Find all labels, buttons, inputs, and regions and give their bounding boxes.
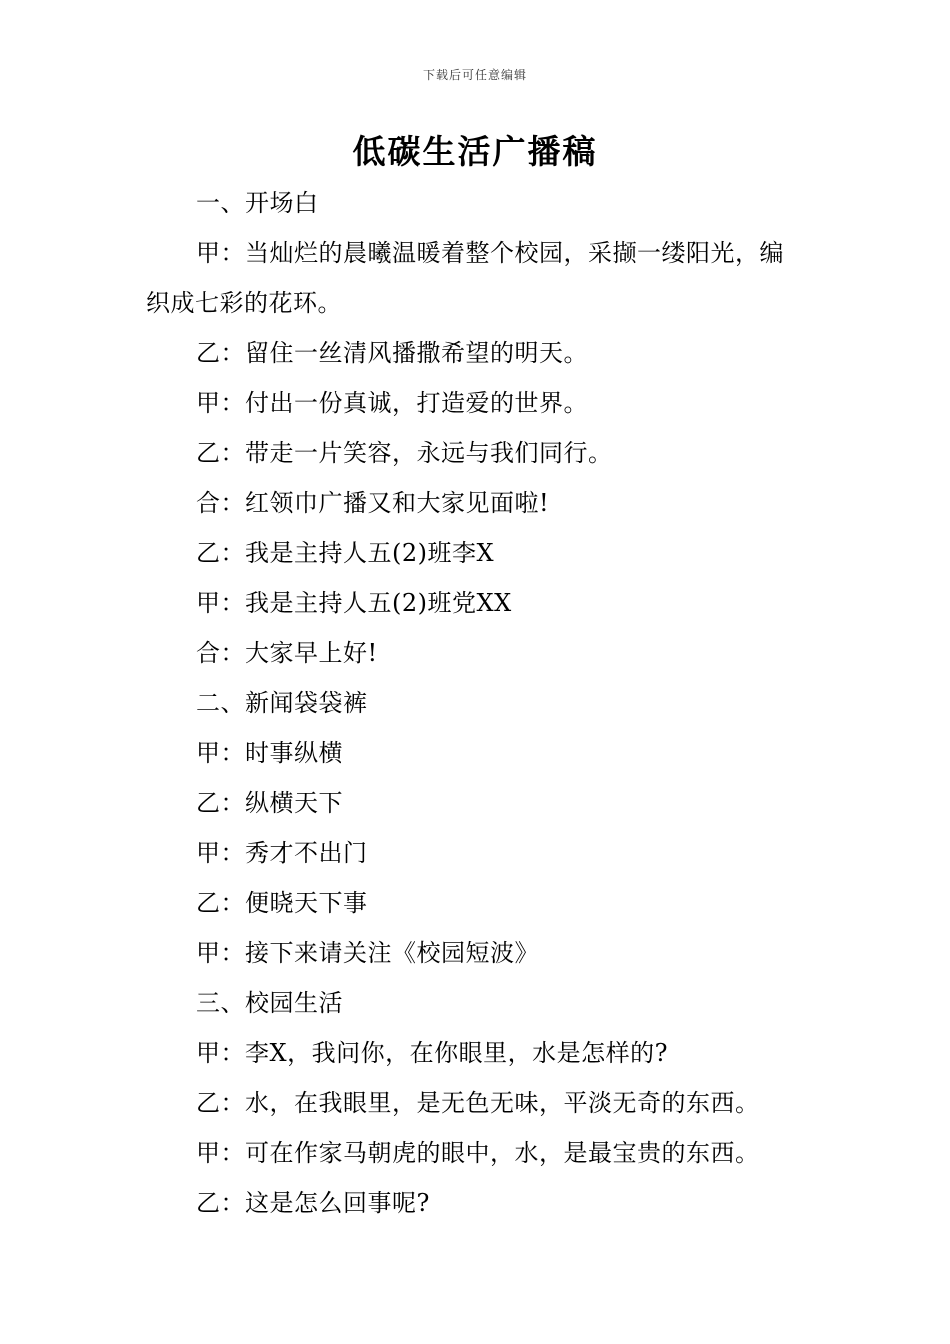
script-line: 乙：便晓天下事 bbox=[196, 889, 368, 917]
document-body bbox=[146, 178, 806, 1228]
script-line: 甲：时事纵横 bbox=[196, 739, 343, 767]
section-heading-opening: 一、开场白 bbox=[196, 189, 319, 217]
script-line: 乙：带走一片笑容，永远与我们同行。 bbox=[196, 439, 613, 467]
script-line: 甲：我是主持人五(2)班党XX bbox=[196, 589, 512, 617]
script-line: 合：红领巾广播又和大家见面啦! bbox=[196, 489, 550, 517]
script-line: 甲：秀才不出门 bbox=[196, 839, 368, 867]
script-line: 甲：付出一份真诚，打造爱的世界。 bbox=[196, 389, 588, 417]
script-line: 乙：这是怎么回事呢? bbox=[196, 1189, 430, 1217]
script-line: 乙：水，在我眼里，是无色无味，平淡无奇的东西。 bbox=[196, 1089, 760, 1117]
script-line: 甲：接下来请关注《校园短波》 bbox=[196, 939, 539, 967]
script-line: 甲：李X，我问你，在你眼里，水是怎样的? bbox=[196, 1039, 668, 1067]
script-line: 乙：纵横天下 bbox=[196, 789, 343, 817]
script-line: 甲：当灿烂的晨曦温暖着整个校园，采撷一缕阳光，编织成七彩的花环。 bbox=[146, 239, 784, 317]
page-header-note: 下载后可任意编辑 bbox=[422, 68, 527, 82]
script-line: 乙：留住一丝清风播撒希望的明天。 bbox=[196, 339, 588, 367]
section-heading-news: 二、新闻袋袋裤 bbox=[196, 689, 368, 717]
script-line: 甲：可在作家马朝虎的眼中，水，是最宝贵的东西。 bbox=[196, 1139, 760, 1167]
document-title: 低碳生活广播稿 bbox=[352, 132, 598, 171]
script-line: 合：大家早上好! bbox=[196, 639, 378, 667]
script-line: 乙：我是主持人五(2)班李X bbox=[196, 539, 495, 567]
section-heading-campus-life: 三、校园生活 bbox=[196, 989, 343, 1017]
